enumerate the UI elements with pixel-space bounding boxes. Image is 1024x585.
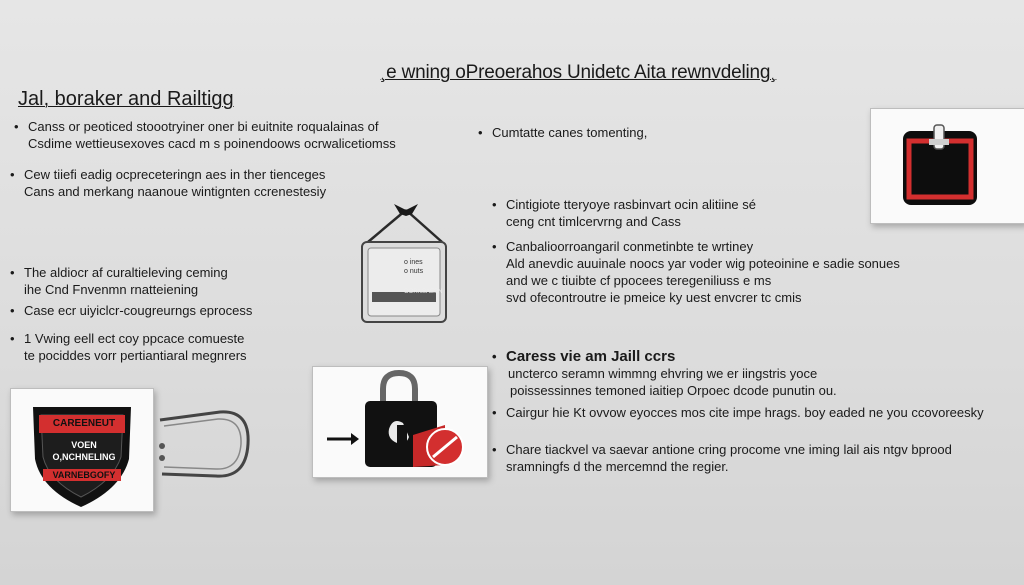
mid-bullet-4: • Cairgur hie Kt ovvow eyocces mos cite impe hrags. boy eaded ne you ccovoreesky — [492, 405, 984, 420]
bold-heading: Caress vie am Jaill ccrs — [506, 348, 676, 365]
shield-badge-card — [10, 388, 154, 512]
mid-bullet-1: • Cumtatte canes tomenting, — [478, 125, 648, 140]
warning-square-icon — [871, 109, 1024, 223]
badge-line-4: VARNEBGOFY — [52, 470, 116, 480]
left-bullet-5: • 1 Vwing eell ect coy ppcace comueste te pociddes vorr pertiantiaral megnrers — [10, 331, 247, 363]
left-bullet-2: • Cew tiiefi eadig ocpreceteringn aes in ther tienceges Cans and merkang naanoue wintignten ccrenestesiy — [10, 167, 327, 199]
mid-bullet-3: • Canbalioorroangaril conmetinbte te wrtiney Ald anevdic auuinale noocs yar voder wig poteoinine e sadie sonues and we c tiuibte cf ppocees teregeniliuss e ms svd ofecontroutre ie pmeice ky uest envcrer tc cmis — [492, 239, 900, 305]
mid-bullet-5: • Chare tiackvel va saevar antione cring procome vne iming lail ais ntgv bprood sramningfs d the mercemnd the regier. — [492, 442, 952, 474]
badge-line-3: O,NCHNELING — [52, 452, 116, 462]
mid-bullet-2: • Cintigiote tteryoye rasbinvart ocin alitiine sé ceng cnt timlcervrng and Cass — [492, 197, 757, 229]
padlock-tag — [358, 198, 454, 324]
mid-bold-section: • Caress vie am Jaill ccrs uncterco seramn wimmng ehvring we er iingstris yoce poissessinnes temoned iaitiep Orpoec dcode punutin ou. — [492, 348, 837, 398]
left-bullet-1: • Canss or peoticed stoootryiner oner bi euitnite roqualainas of Csdime wettieusexoves cacd m s poinendoows ocrwalicetiomss — [14, 119, 396, 151]
padlock-card — [312, 366, 488, 478]
section-title: Jal, boraker and Railtigg — [18, 88, 234, 110]
main-title: ¸e wning oPreoerahos Unidetc Aita rewnvdeling¸ — [380, 62, 777, 83]
padlock-icon — [313, 367, 487, 477]
left-bullet-4: • Case ecr uiyiclcr-cougreurngs eprocess — [10, 303, 253, 318]
warning-square-card — [870, 108, 1024, 224]
cable-lock-icon — [150, 404, 254, 484]
left-bullet-3: • The aldiocr af curaltieleving ceming ihe Cnd Fnvenmn rnatteiening — [10, 265, 228, 297]
shield-icon — [11, 389, 153, 511]
badge-line-1: CAREENEUT — [52, 418, 116, 429]
badge-line-2: VOEN — [71, 440, 97, 450]
tag-label: o ines o nuts OORNSAESN — [404, 259, 443, 295]
